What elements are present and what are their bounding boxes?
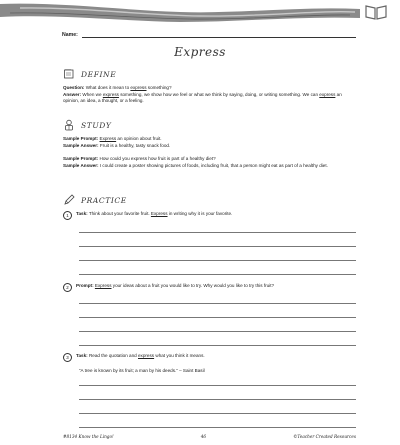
define-heading: [63, 68, 116, 80]
study-heading-text: STUDY: [81, 120, 112, 130]
practice-task-3: 3 Task: Read the quotation and express what you think it means.: [63, 353, 356, 362]
writing-line[interactable]: [79, 317, 356, 318]
study-person-icon: [63, 119, 75, 131]
footer-book-id: #8134 Know the Lingo!: [63, 434, 114, 439]
define-heading-text: DEFINE: [81, 69, 117, 79]
define-answer: Answer: When we express something, we show how we feel or what we think by saying, doing, or writing something. We can express an opinion, an idea, a thought, or a feeling.: [63, 92, 342, 104]
study-prompt-2: Sample Prompt: How could you express how fruit is part of a healthy diet?: [63, 156, 216, 161]
writing-line[interactable]: [79, 399, 356, 400]
writing-line[interactable]: [79, 427, 356, 428]
practice-heading-text: PRACTICE: [81, 195, 127, 205]
footer-page-number: 46: [200, 434, 207, 439]
study-prompt-1: Sample Prompt: Express an opinion about fruit.: [63, 136, 162, 141]
task-number-3: 3: [63, 353, 72, 362]
page-footer: [63, 434, 356, 439]
pencil-icon: [63, 194, 75, 206]
name-label: Name:: [62, 32, 78, 38]
define-question: Question: What does it mean to express something?: [63, 85, 172, 90]
writing-line[interactable]: [79, 232, 356, 233]
writing-line[interactable]: [79, 303, 356, 304]
name-field-row: [62, 31, 356, 38]
page-title: Express: [174, 45, 226, 59]
writing-line[interactable]: [79, 331, 356, 332]
study-heading: [63, 119, 111, 131]
header-brush-stroke: [0, 0, 400, 26]
task-number-1: 1: [63, 211, 72, 220]
open-book-icon: [364, 3, 388, 21]
writing-line[interactable]: [79, 274, 356, 275]
writing-line[interactable]: [79, 260, 356, 261]
task-number-2: 2: [63, 283, 72, 292]
writing-line[interactable]: [79, 345, 356, 346]
writing-line[interactable]: [79, 413, 356, 414]
writing-line[interactable]: [79, 246, 356, 247]
name-line[interactable]: [82, 31, 356, 38]
notebook-icon: [63, 68, 75, 80]
practice-task-2: 2 Prompt: Express your ideas about a fruit you would like to try. Why would you like to try this fruit?: [63, 283, 356, 292]
practice-task-1: 1 Task: Think about your favorite fruit. Express in writing why it is your favorite.: [63, 211, 356, 220]
study-answer-2: Sample Answer: I could create a poster showing pictures of foods, including fruit, that a person might eat as part of a healthy diet.: [63, 163, 328, 168]
practice-heading: [63, 194, 127, 206]
quotation: “A tree is known by its fruit; a man by his deeds.” – Saint Basil: [79, 368, 205, 373]
writing-line[interactable]: [79, 385, 356, 386]
study-answer-1: Sample Answer: Fruit is a healthy, tasty snack food.: [63, 143, 171, 148]
footer-publisher: ©Teacher Created Resources: [293, 434, 356, 439]
